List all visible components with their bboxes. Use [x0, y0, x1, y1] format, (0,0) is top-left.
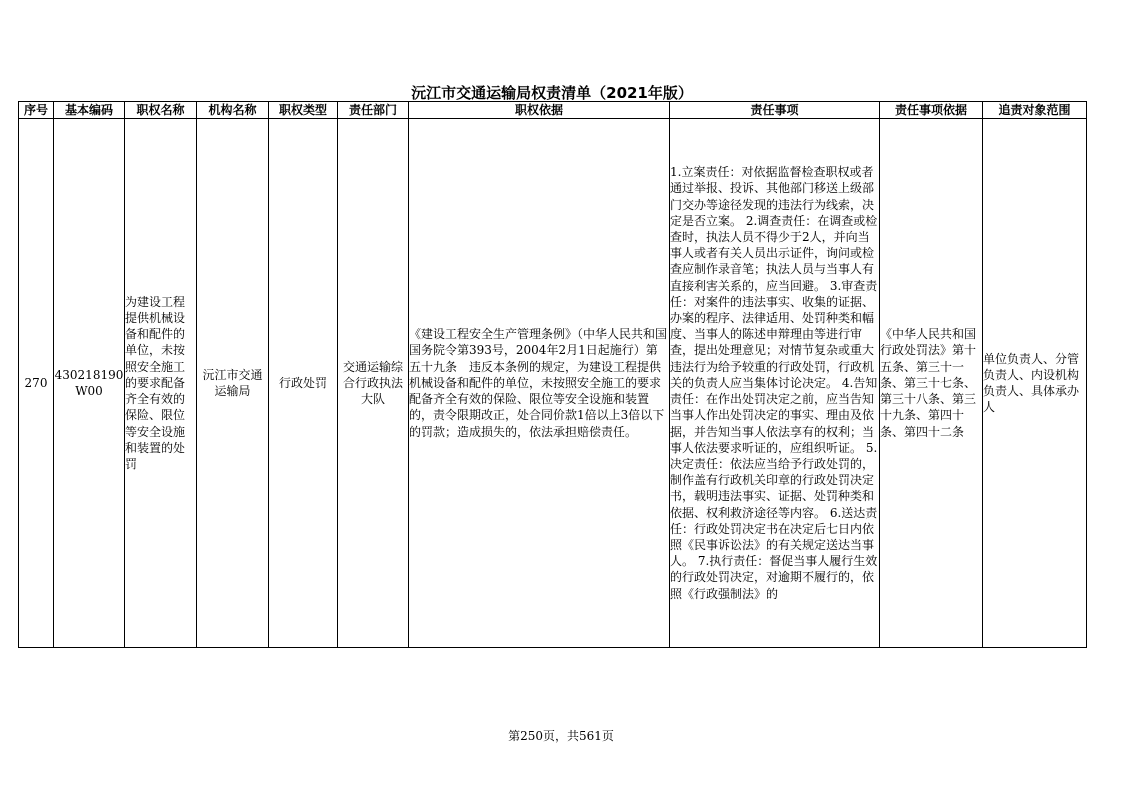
header-code: 基本编码: [54, 102, 125, 119]
cell-duty-basis: 《中华人民共和国行政处罚法》第十五条、第三十一条、第三十七条、第三十八条、第三十九条、第四十条、第四十二条: [880, 119, 983, 648]
header-org-name: 机构名称: [197, 102, 269, 119]
cell-code: 430218190W00: [54, 119, 125, 648]
cell-seq: 270: [19, 119, 54, 648]
cell-accountability: 单位负责人、分管负责人、内设机构负责人、具体承办人: [983, 119, 1087, 648]
cell-power-name: 为建设工程提供机械设备和配件的单位，未按照安全施工的要求配备齐全有效的保险、限位等安全设施和装置的处罚: [125, 119, 197, 648]
cell-legal-basis: 《建设工程安全生产管理条例》（中华人民共和国国务院令第393号，2004年2月1日起施行）第五十九条 违反本条例的规定，为建设工程提供机械设备和配件的单位，未按照安全施工的要求配备齐全有效的保险、限位等安全设施和装置的，责令限期改正，处合同价款1倍以上3倍以下的罚款；造成损失的，依法承担赔偿责任。: [409, 119, 670, 648]
cell-power-type: 行政处罚: [269, 119, 338, 648]
header-power-name: 职权名称: [125, 102, 197, 119]
table-header-row: [19, 102, 1087, 119]
page-title: 沅江市交通运输局权责清单（2021年版）: [411, 84, 693, 102]
responsibility-table: [18, 101, 1087, 648]
cell-duties: 1.立案责任：对依据监督检查职权或者通过举报、投诉、其他部门移送上级部门交办等途径发现的违法行为线索，决定是否立案。 2.调查责任：在调查或检查时，执法人员不得少于2人，并向当事人或者有关人员出示证件，询问或检查应制作录音笔；执法人员与当事人有直接利害关系的，应当回避。 3.审查责任：对案件的违法事实、收集的证据、办案的程序、法律适用、处罚种类和幅度、当事人的陈述申辩理由等进行审查，提出处理意见；对情节复杂或重大违法行为给予较重的行政处罚，行政机关的负责人应当集体讨论决定。 4.告知责任：在作出处罚决定之前，应当告知当事人作出处罚决定的事实、理由及依据，并告知当事人依法享有的权利；当事人依法要求听证的，应组织听证。 5.决定责任：依法应当给予行政处罚的，制作盖有行政机关印章的行政处罚决定书，载明违法事实、证据、处罚种类和依据、权利救济途径等内容。 6.送达责任：行政处罚决定书在决定后七日内依照《民事诉讼法》的有关规定送达当事人。 7.执行责任：督促当事人履行生效的行政处罚决定，对逾期不履行的，依照《行政强制法》的: [670, 119, 880, 648]
page-number: 第250页，共561页: [508, 729, 614, 743]
table-row: [19, 119, 1087, 648]
header-department: 责任部门: [338, 102, 409, 119]
header-duty-basis: 责任事项依据: [880, 102, 983, 119]
header-seq: 序号: [19, 102, 54, 119]
header-duties: 责任事项: [670, 102, 880, 119]
cell-org-name: 沅江市交通运输局: [197, 119, 269, 648]
header-power-type: 职权类型: [269, 102, 338, 119]
header-accountability: 追责对象范围: [983, 102, 1087, 119]
header-legal-basis: 职权依据: [409, 102, 670, 119]
cell-department: 交通运输综合行政执法大队: [338, 119, 409, 648]
